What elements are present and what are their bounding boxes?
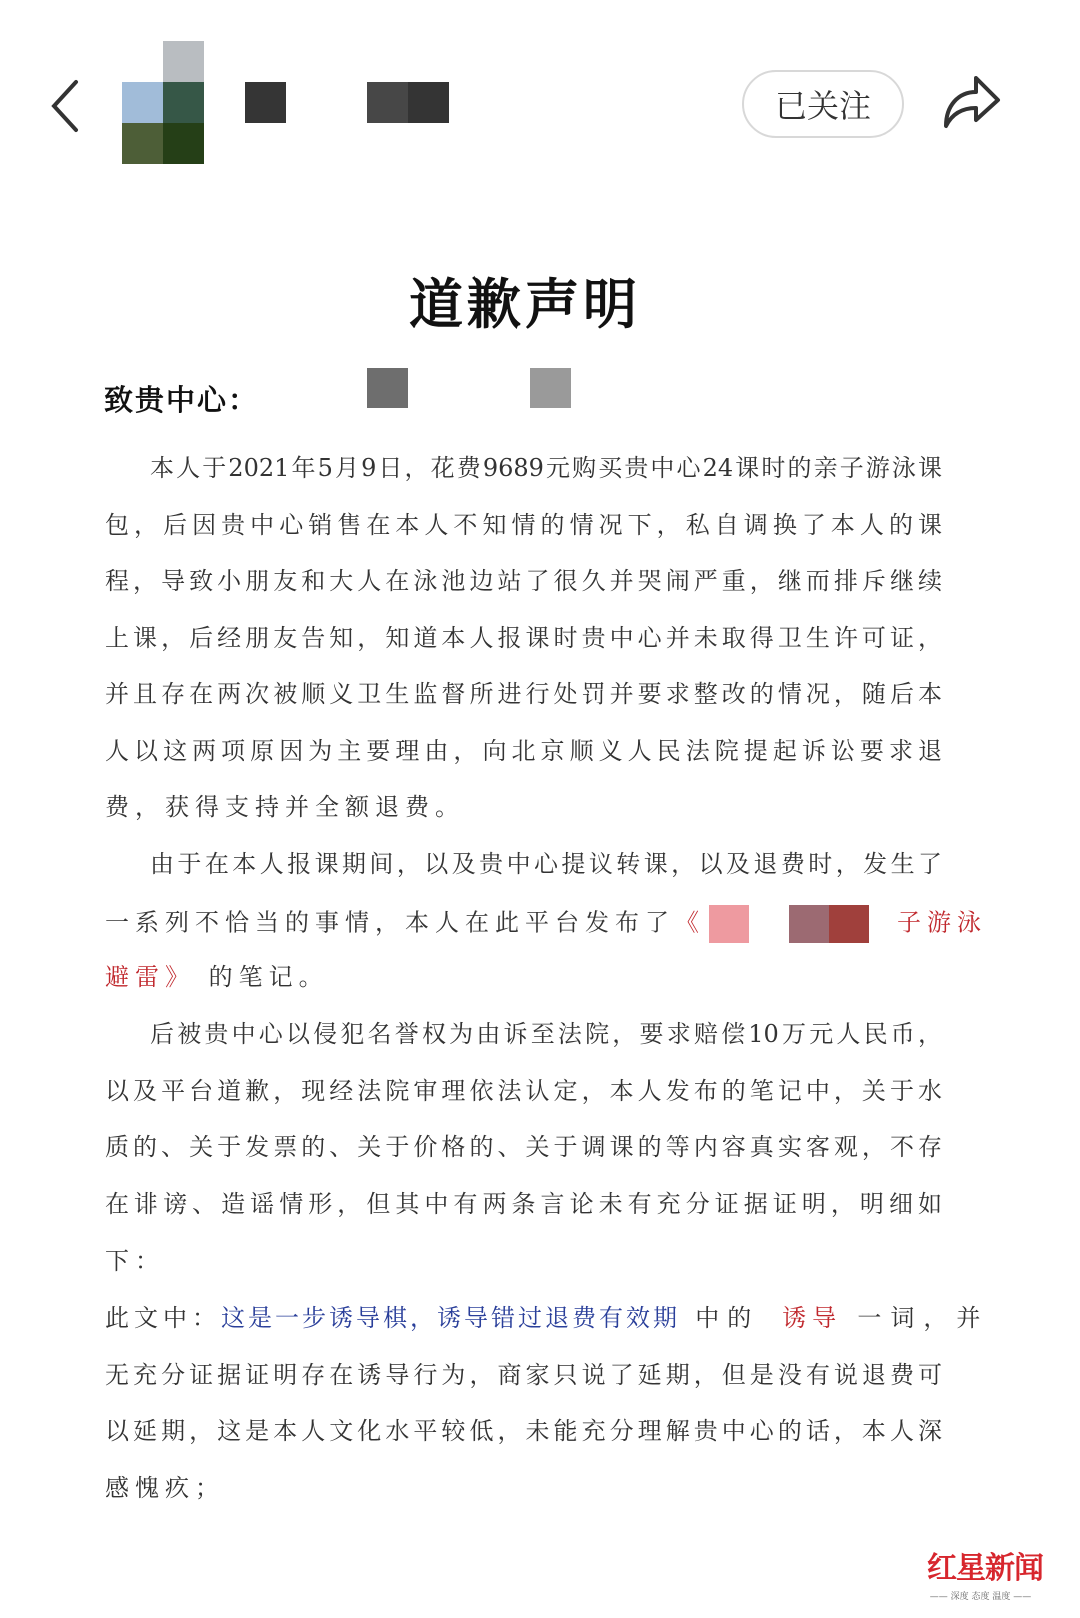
text-line: 人以这两项原因为主要理由，向北京顺义人民法院提起诉讼要求退 xyxy=(105,737,942,765)
text-line xyxy=(105,961,942,993)
note-title-tail: 子游泳 xyxy=(897,908,987,937)
text-line: 以及平台道歉，现经法院审理依法认定，本人发布的笔记中，关于水 xyxy=(105,1077,942,1105)
text-segment: 一系列不恰当的事情，本人在此平台发布了 xyxy=(105,908,675,937)
text-line: 以延期，这是本人文化水平较低，未能充分理解贵中心的话，本人深 xyxy=(105,1417,942,1445)
text-line: 本人于2021年5月9日，花费9689元购买贵中心24课时的亲子游泳课 xyxy=(150,454,942,482)
text-line: 包，后因贵中心销售在本人不知情的情况下，私自调换了本人的课 xyxy=(105,511,942,539)
text-line: 费，获得支持并全额退费。 xyxy=(105,793,465,821)
text-segment: 此文中： xyxy=(105,1304,221,1332)
redacted-note-title xyxy=(709,905,749,943)
back-chevron-icon[interactable] xyxy=(48,78,88,134)
watermark-logo: 红星新闻 —— 深度 态度 温度 —— xyxy=(927,1551,1043,1602)
text-line: 质的、关于发票的、关于价格的、关于调课的等内容真实客观，不存 xyxy=(105,1133,942,1161)
document-title: 道歉声明 xyxy=(409,272,641,336)
text-line: 由于在本人报课期间，以及贵中心提议转课，以及退费时，发生了 xyxy=(150,850,942,878)
text-segment: 中的 xyxy=(695,1304,760,1332)
text-line: 感愧疚； xyxy=(105,1474,225,1502)
text-line: 下： xyxy=(105,1247,165,1275)
note-title-end: 避雷》 xyxy=(105,963,195,991)
quoted-text: 这是一步诱导棋，诱导错过退费有效期 xyxy=(221,1304,680,1332)
share-icon[interactable] xyxy=(940,72,1002,132)
quoted-word: 诱导 xyxy=(782,1304,843,1332)
text-line: 上课，后经朋友告知，知道本人报课时贵中心并未取得卫生许可证， xyxy=(105,624,942,652)
text-segment: 一词，并 xyxy=(857,1304,990,1332)
text-line: 后被贵中心以侵犯名誉权为由诉至法院，要求赔偿10万元人民币， xyxy=(150,1020,942,1048)
follow-button[interactable]: 已关注 xyxy=(742,70,904,138)
text-line: 程，导致小朋友和大人在泳池边站了很久并哭闹严重，继而排斥继续 xyxy=(105,567,942,595)
text-line: 在诽谤、造谣情形，但其中有两条言论未有充分证据证明，明细如 xyxy=(105,1190,942,1218)
text-segment: 的笔记。 xyxy=(208,963,329,991)
text-line xyxy=(105,1302,990,1334)
text-line: 并且存在两次被顺义卫生监督所进行处罚并要求整改的情况，随后本 xyxy=(105,680,942,708)
text-line: 一系列不恰当的事情，本人在此平台发布了《 子游泳 xyxy=(105,905,942,943)
salutation: 致贵中心： xyxy=(104,383,260,417)
text-line: 无充分证据证明存在诱导行为，商家只说了延期，但是没有说退费可 xyxy=(105,1361,942,1389)
